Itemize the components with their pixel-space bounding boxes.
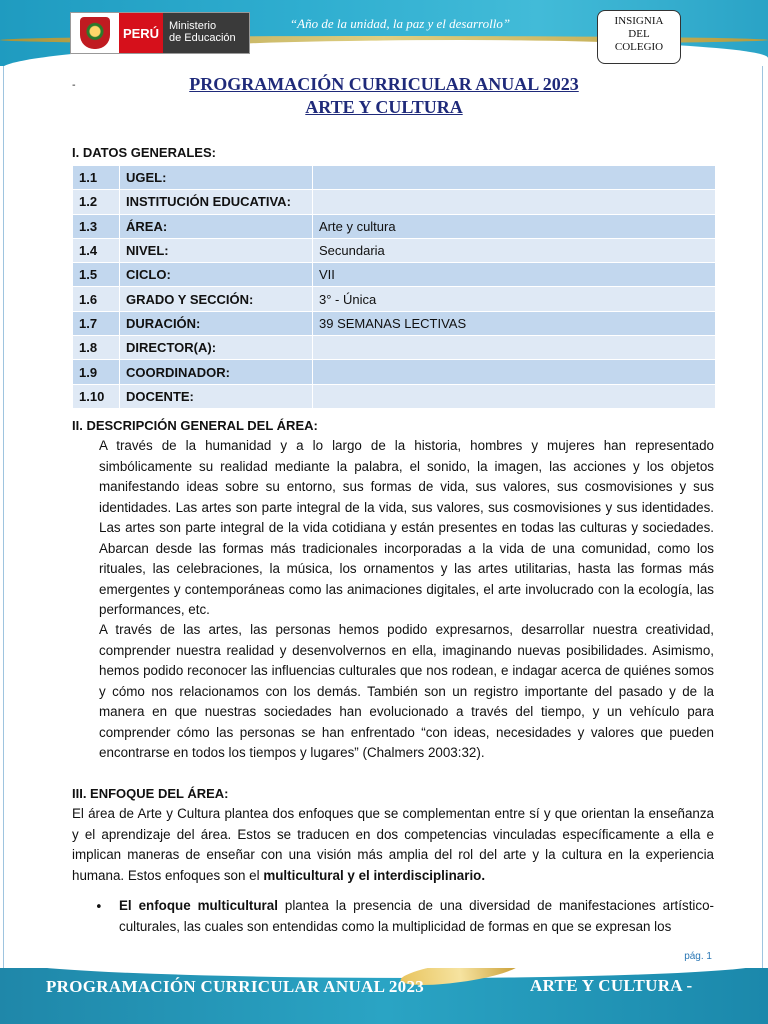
row-label: DIRECTOR(A):: [120, 336, 313, 360]
document-title: PROGRAMACIÓN CURRICULAR ANUAL 2023: [189, 74, 579, 94]
section-heading-datos: I. DATOS GENERALES:: [72, 145, 216, 160]
document-subtitle: ARTE Y CULTURA: [305, 97, 463, 117]
row-value: [313, 336, 716, 360]
insignia-line3: COLEGIO: [614, 41, 664, 53]
logo-ministry-line2: de Educación: [169, 32, 236, 44]
datos-row: [73, 311, 716, 335]
row-label: ÁREA:: [120, 214, 313, 238]
datos-row: [73, 287, 716, 311]
row-number: 1.8: [73, 336, 120, 360]
datos-row: [73, 238, 716, 262]
enfoque-paragraph: [72, 804, 714, 886]
row-value: 39 SEMANAS LECTIVAS: [313, 311, 716, 335]
datos-row: [73, 263, 716, 287]
insignia-line1: INSIGNIA: [614, 15, 664, 27]
datos-row: [73, 336, 716, 360]
descripcion-paragraph-1: A través de la humanidad y a lo largo de la historia, hombres y mujeres han representado simbólicamente su realidad mediante la palabra, el sonido, la imagen, las acciones y los objetos manifestando ideas sobre su entorno, sus formas de vida, sus valores, sus cosmovisiones y sus identidades. Las artes son parte integral de la vida, sus valores, sus cosmovisiones y sus identidades. Las artes son parte integral de la vida cotidiana y están presentes en todas las culturas y sociedades. Abarcan desde las formas más tradicionales incorporadas a la vida de una comunidad, como los rituales, las celebraciones, la música, los ornamentos y las artes utilitarias, hasta las formas más emergentes y contemporáneas como las animaciones digitales, el arte involucrado con la ecología, las performances, etc.: [99, 438, 714, 617]
datos-row: [73, 166, 716, 190]
enfoque-bullet-bold: El enfoque multicultural: [119, 898, 278, 913]
row-label: COORDINADOR:: [120, 360, 313, 384]
descripcion-paragraph-2: A través de las artes, las personas hemos podido expresarnos, desarrollar nuestra creatividad, comprender nuestra realidad y desenvolvernos en ella, imaginando nuevas posibilidades. Asimismo, hemos podido reconocer las influencias culturales que nos rodean, e indagar acerca de quiénes somos y cómo nos relacionamos con los demás. También son un registro importante del pasado y de la manera en que nuestras sociedades han evolucionado a través del tiempo, y un vehículo para comprender cómo las personas se han enfrentado “con ideas, necesidades y valores que pueden encontrarse en todos los tiempos y lugares” (Chalmers 2003:32).: [99, 622, 714, 760]
bullet-icon: •: [95, 900, 103, 915]
datos-row: [73, 190, 716, 214]
logo-ministry: [163, 13, 249, 53]
minedu-logo: [70, 12, 250, 54]
row-value: [313, 166, 716, 190]
coat-of-arms-icon: [71, 13, 119, 53]
datos-row: [73, 384, 716, 408]
row-value: Secundaria: [313, 238, 716, 262]
logo-ministry-line1: Ministerio: [169, 20, 217, 32]
enfoque-paragraph-text: El área de Arte y Cultura plantea dos enfoques que se complementan entre sí y que orientan la enseñanza y el aprendizaje del área. Estos se traducen en dos competencias vinculadas específicamente a ella e implican maneras de enseñar con una visión más amplia del rol del arte y la cultura en la experiencia humana. Estos enfoques son el: [72, 806, 714, 883]
year-motto: “Año de la unidad, la paz y el desarrollo”: [289, 16, 511, 31]
row-label: DURACIÓN:: [120, 311, 313, 335]
school-insignia-box: [597, 10, 681, 64]
footer-right-text: ARTE Y CULTURA -: [530, 976, 693, 995]
enfoque-bullet-item: [119, 896, 714, 937]
row-number: 1.6: [73, 287, 120, 311]
row-number: 1.7: [73, 311, 120, 335]
list-marker: -: [72, 80, 76, 91]
row-value: 3° - Única: [313, 287, 716, 311]
page-footer: [0, 968, 768, 1024]
insignia-line2: DEL: [628, 28, 650, 40]
enfoque-paragraph-bold: multicultural y el interdisciplinario.: [263, 867, 486, 883]
row-value: [313, 384, 716, 408]
row-label: INSTITUCIÓN EDUCATIVA:: [120, 190, 313, 214]
datos-generales-table: [72, 165, 716, 409]
logo-country: PERÚ: [119, 13, 163, 53]
row-number: 1.10: [73, 384, 120, 408]
section-heading-enfoque: III. ENFOQUE DEL ÁREA:: [72, 786, 229, 801]
row-label: UGEL:: [120, 166, 313, 190]
row-number: 1.4: [73, 238, 120, 262]
row-value: Arte y cultura: [313, 214, 716, 238]
row-number: 1.2: [73, 190, 120, 214]
section-heading-descripcion: II. DESCRIPCIÓN GENERAL DEL ÁREA:: [72, 418, 318, 433]
datos-row: [73, 214, 716, 238]
footer-left-text: PROGRAMACIÓN CURRICULAR ANUAL 2023: [46, 977, 425, 996]
enfoque-bullet-text: plantea la presencia de una diversidad de manifestaciones artístico-culturales, las cuales son entendidas como la multiplicidad de formas en que se expresan los: [119, 898, 714, 934]
row-label: GRADO Y SECCIÓN:: [120, 287, 313, 311]
page-number: pág. 1: [684, 951, 712, 962]
row-number: 1.3: [73, 214, 120, 238]
row-number: 1.5: [73, 263, 120, 287]
row-value: VII: [313, 263, 716, 287]
row-value: [313, 190, 716, 214]
row-label: CICLO:: [120, 263, 313, 287]
row-value: [313, 360, 716, 384]
datos-row: [73, 360, 716, 384]
row-number: 1.1: [73, 166, 120, 190]
row-label: DOCENTE:: [120, 384, 313, 408]
row-label: NIVEL:: [120, 238, 313, 262]
row-number: 1.9: [73, 360, 120, 384]
